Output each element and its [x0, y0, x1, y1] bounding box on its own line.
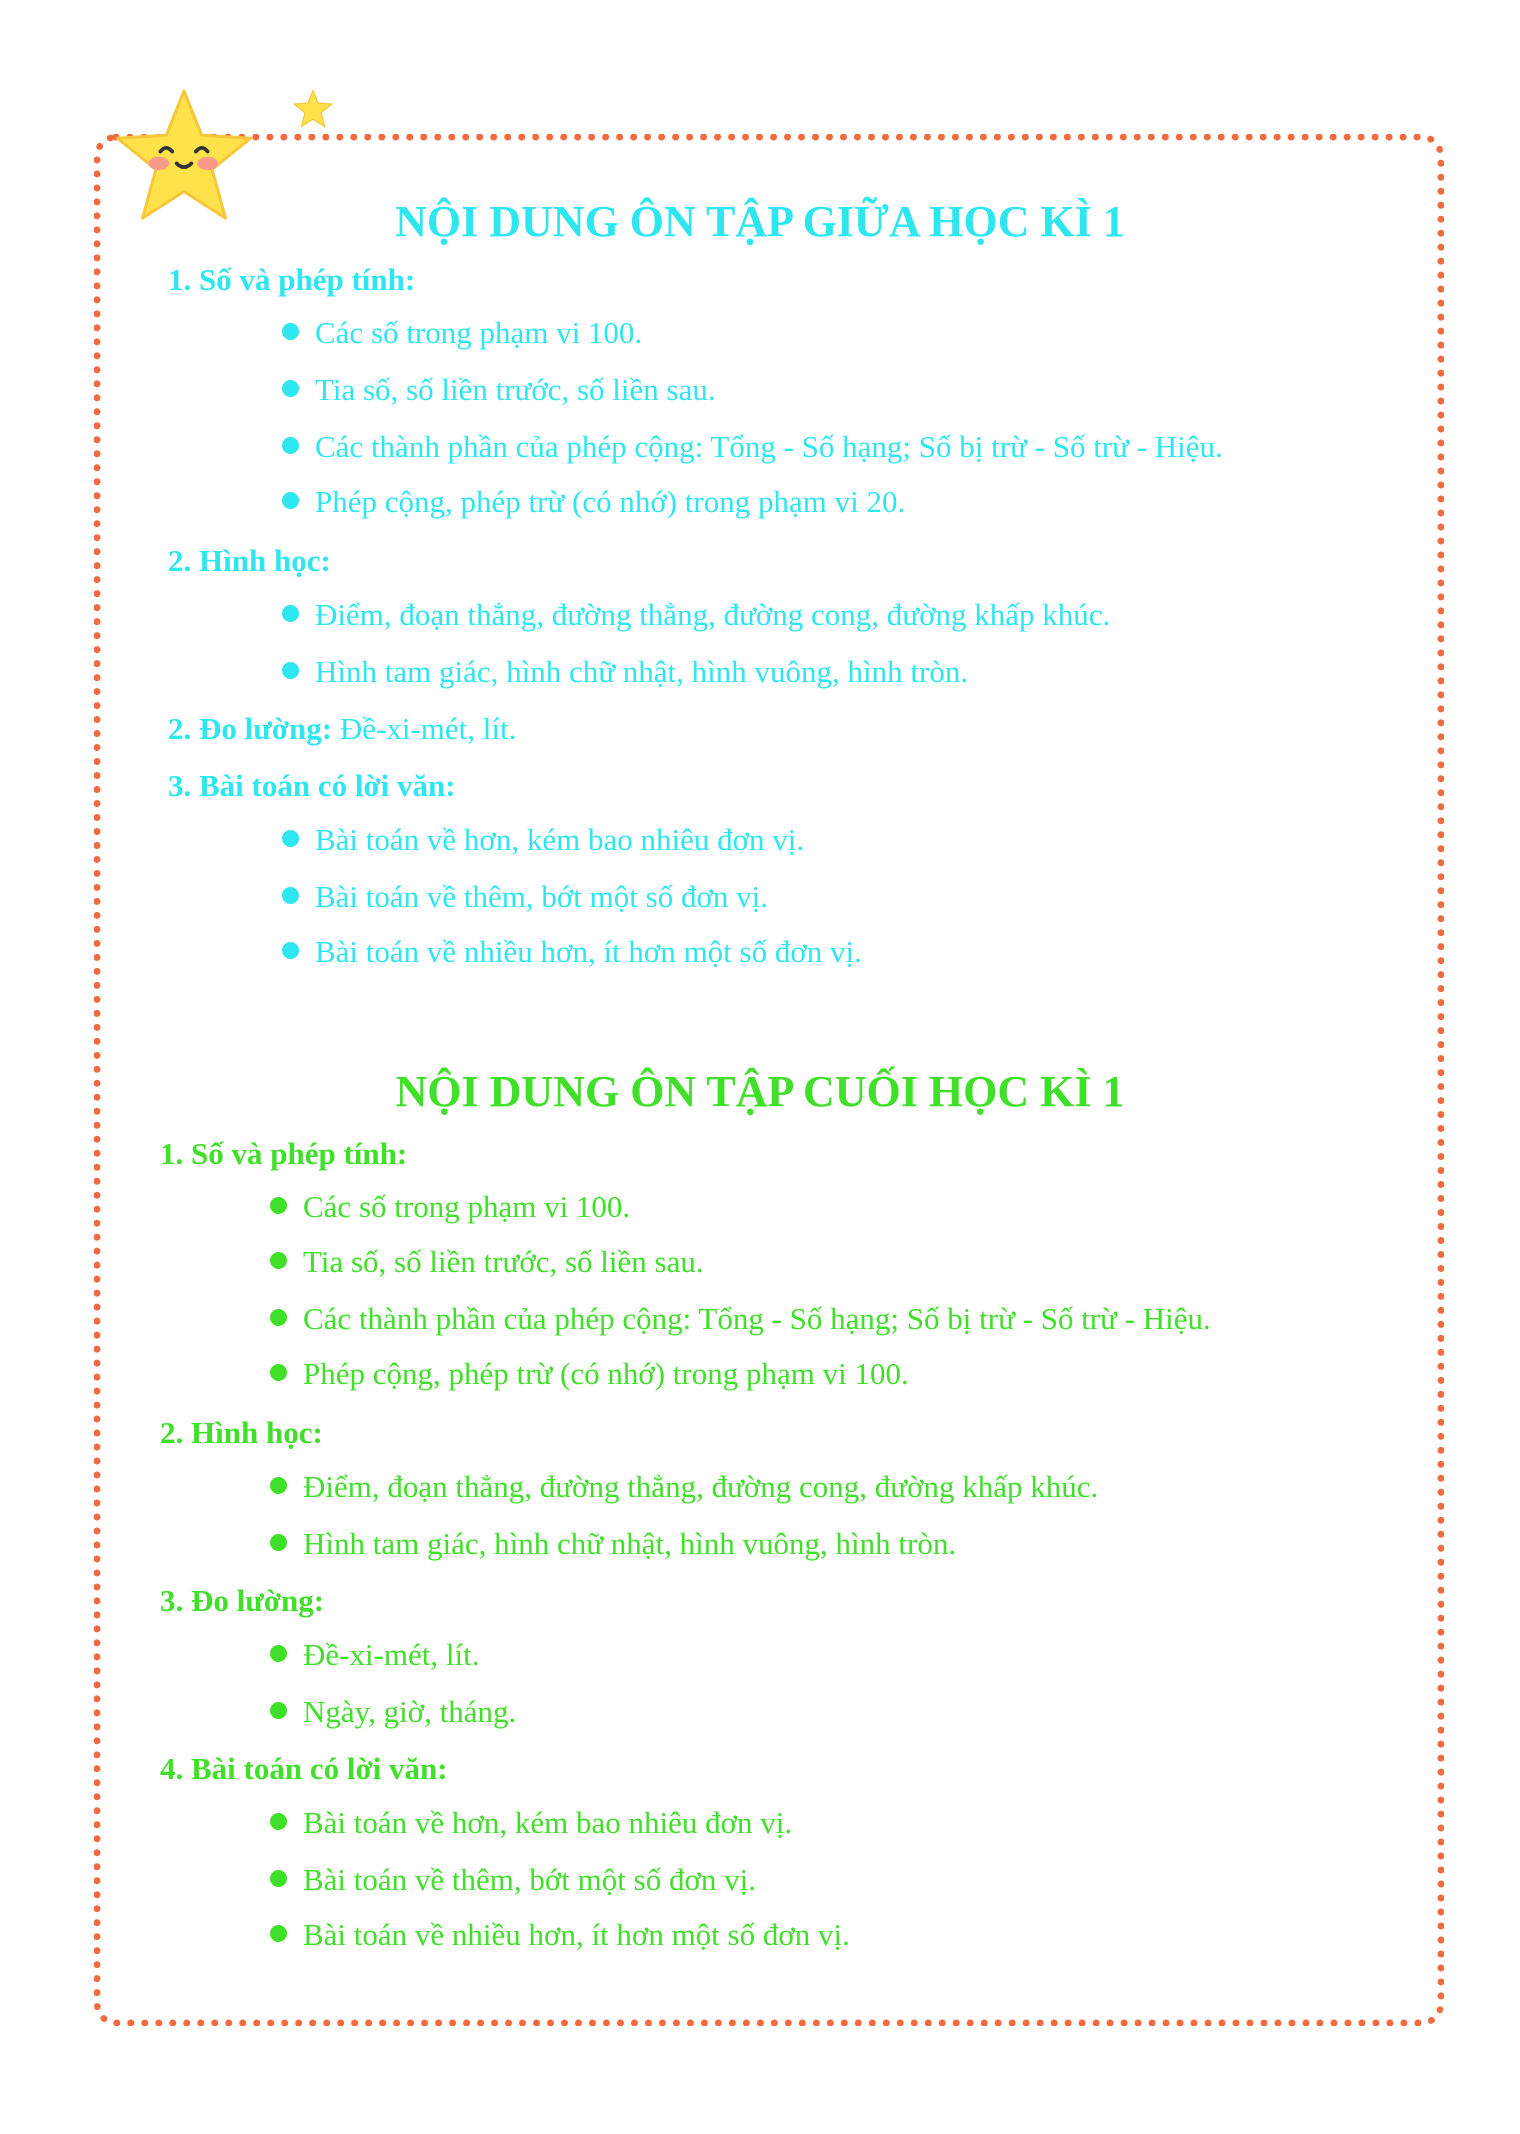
bullet-icon — [282, 323, 299, 340]
list-item: Hình tam giác, hình chữ nhật, hình vuông, hình tròn. — [270, 1526, 956, 1562]
list-item: Bài toán về hơn, kém bao nhiêu đơn vị. — [282, 822, 804, 858]
list-item: Điểm, đoạn thẳng, đường thẳng, đường cong, đường khấp khúc. — [270, 1469, 1098, 1505]
bullet-icon — [282, 887, 299, 904]
bullet-icon — [282, 437, 299, 454]
bullet-icon — [270, 1702, 287, 1719]
section-title: NỘI DUNG ÔN TẬP CUỐI HỌC KÌ 1 — [395, 1067, 1125, 1116]
bullet-icon — [270, 1645, 287, 1662]
list-item: Bài toán về nhiều hơn, ít hơn một số đơn vị. — [270, 1917, 850, 1953]
list-item: Phép cộng, phép trừ (có nhớ) trong phạm vi 100. — [270, 1356, 909, 1392]
heading-geometry: 2. Hình học: — [168, 543, 331, 578]
list-item: Bài toán về nhiều hơn, ít hơn một số đơn vị. — [282, 934, 862, 970]
bullet-icon — [282, 662, 299, 679]
bullet-icon — [282, 605, 299, 622]
heading-measurement: 3. Đo lường: — [160, 1583, 325, 1618]
list-item: Tia số, số liền trước, số liền sau. — [270, 1244, 704, 1280]
bullet-icon — [270, 1309, 287, 1326]
list-item: Các số trong phạm vi 100. — [282, 315, 642, 351]
list-item: Các thành phần của phép cộng: Tổng - Số hạng; Số bị trừ - Số trừ - Hiệu. — [270, 1301, 1211, 1337]
bullet-icon — [282, 380, 299, 397]
list-item: Phép cộng, phép trừ (có nhớ) trong phạm vi 20. — [282, 484, 905, 520]
bullet-icon — [270, 1477, 287, 1494]
list-item: Các số trong phạm vi 100. — [270, 1189, 630, 1225]
list-item: Bài toán về hơn, kém bao nhiêu đơn vị. — [270, 1805, 792, 1841]
bullet-icon — [282, 942, 299, 959]
heading-numbers: 1. Số và phép tính: — [168, 262, 416, 297]
bullet-icon — [270, 1252, 287, 1269]
list-item: Đề-xi-mét, lít. — [270, 1637, 479, 1673]
bullet-icon — [270, 1925, 287, 1942]
bullet-icon — [282, 830, 299, 847]
bullet-icon — [270, 1197, 287, 1214]
list-item: Bài toán về thêm, bớt một số đơn vị. — [282, 879, 768, 915]
list-item: Điểm, đoạn thẳng, đường thẳng, đường cong, đường khấp khúc. — [282, 597, 1110, 633]
list-item: Các thành phần của phép cộng: Tổng - Số hạng; Số bị trừ - Số trừ - Hiệu. — [282, 429, 1223, 465]
list-item: Tia số, số liền trước, số liền sau. — [282, 372, 716, 408]
bullet-icon — [270, 1870, 287, 1887]
heading-measurement: 2. Đo lường: Đề-xi-mét, lít. — [168, 711, 517, 746]
section-title: NỘI DUNG ÔN TẬP GIỮA HỌC KÌ 1 — [395, 197, 1125, 246]
heading-numbers: 1. Số và phép tính: — [160, 1136, 408, 1171]
heading-geometry: 2. Hình học: — [160, 1415, 323, 1450]
bullet-icon — [270, 1364, 287, 1381]
list-item: Bài toán về thêm, bớt một số đơn vị. — [270, 1862, 756, 1898]
list-item: Ngày, giờ, tháng. — [270, 1694, 516, 1730]
small-star-icon — [292, 88, 334, 130]
bullet-icon — [270, 1813, 287, 1830]
bullet-icon — [282, 492, 299, 509]
list-item: Hình tam giác, hình chữ nhật, hình vuông, hình tròn. — [282, 654, 968, 690]
bullet-icon — [270, 1534, 287, 1551]
heading-word-problems: 4. Bài toán có lời văn: — [160, 1751, 448, 1786]
heading-word-problems: 3. Bài toán có lời văn: — [168, 768, 456, 803]
